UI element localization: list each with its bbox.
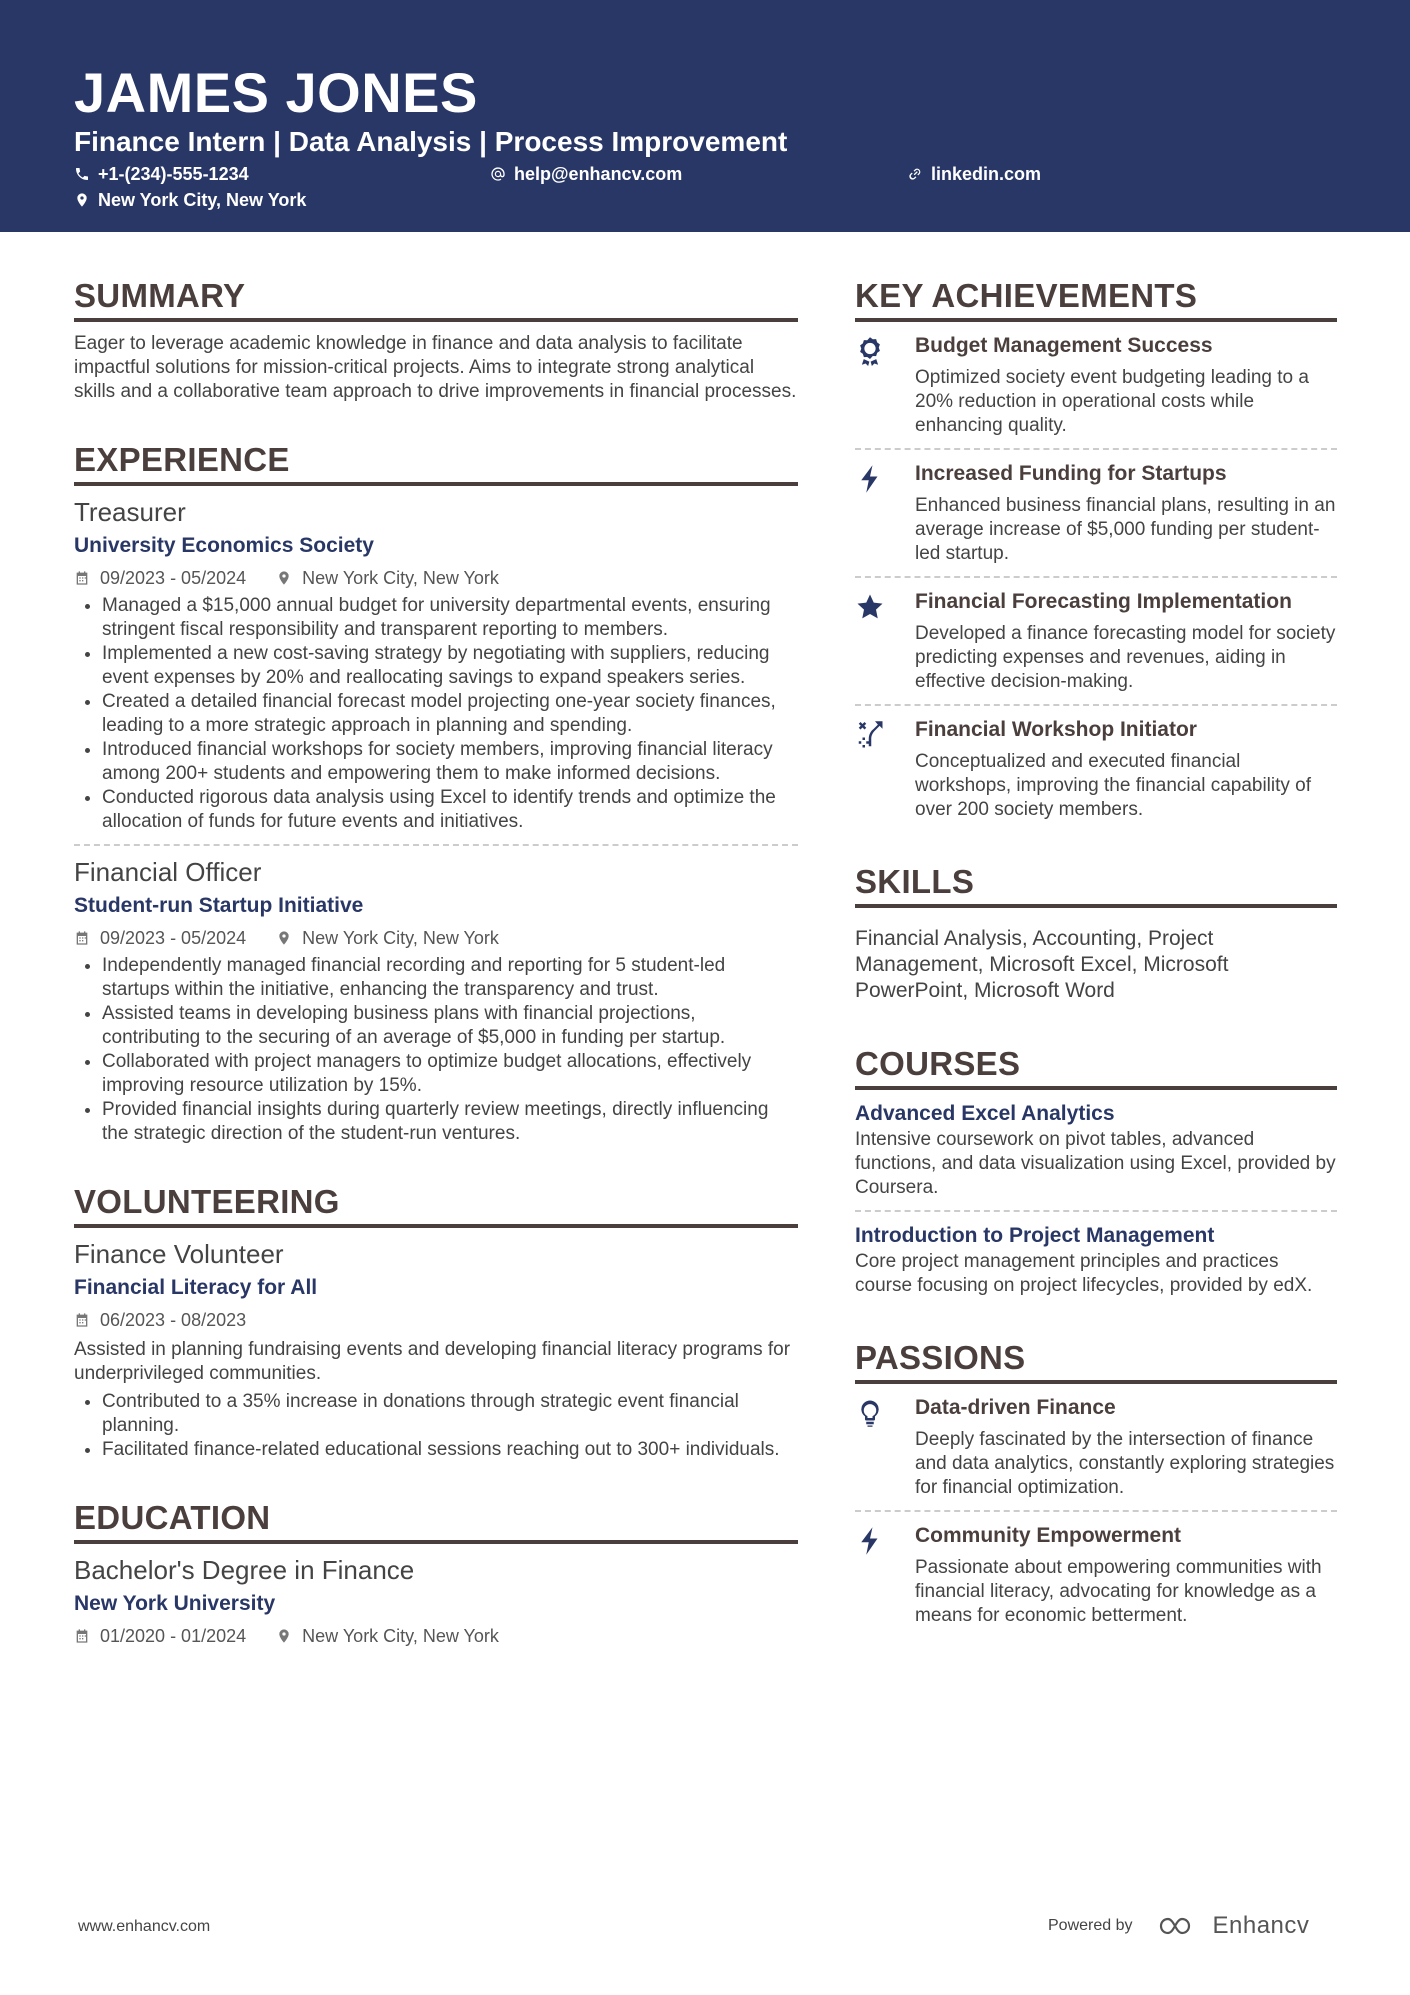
passion-item [855,1522,1337,1628]
job-organization: Student-run Startup Initiative [74,894,364,917]
bullet-item: • Assisted teams in developing business plans with financial projections, contributing to the securing of an average of $5,000 in funding per startup. [102,1002,798,1050]
bullet-item: • Independently managed financial recording and reporting for 5 student-led startups within the initiative, enhancing the transparency and trust. [102,954,798,1002]
location-pin-icon [276,930,292,946]
divider [855,1210,1337,1212]
experience-item [74,856,798,1146]
star-icon [855,592,885,622]
bullet-item: • Collaborated with project managers to optimize budget allocations, effectively improving resource utilization by 15%. [102,1050,798,1098]
divider [855,576,1337,578]
contact-linkedin[interactable] [907,162,1041,186]
passions-title: PASSIONS [855,1338,1337,1384]
passion-item [855,1394,1337,1500]
achievement-title: Financial Forecasting Implementation [915,590,1292,613]
email-text[interactable]: help@enhancv.com [514,164,683,184]
skills-text: Financial Analysis, Accounting, Project Management, Microsoft Excel, Microsoft PowerPoint, Microsoft Word [855,927,1229,1002]
divider [855,448,1337,450]
lightning-icon [855,1526,885,1556]
candidate-headline: Finance Intern | Data Analysis | Process Improvement [74,126,788,157]
volunteer-bullets [74,1390,798,1462]
achievement-item [855,588,1337,694]
calendar-icon [74,1312,90,1328]
divider [74,844,798,846]
location-pin-icon [276,570,292,586]
skills-title: SKILLS [855,862,1337,908]
enhancv-logo-icon [1157,1914,1205,1938]
course-title: Advanced Excel Analytics [855,1102,1115,1125]
job-bullets [74,954,798,1146]
job-organization: University Economics Society [74,534,374,557]
achievement-item [855,332,1337,438]
courses-section [855,1044,1337,1298]
contact-location [74,188,306,212]
volunteer-role: Finance Volunteer [74,1239,284,1269]
achievement-title: Budget Management Success [915,334,1213,357]
volunteering-title: VOLUNTEERING [74,1182,798,1228]
resume-header [0,0,1410,232]
job-bullets [74,594,798,834]
powered-by-text: Powered by [1048,1917,1133,1934]
passion-desc: Deeply fascinated by the intersection of finance and data analytics, constantly exploring strategies for financial optimization. [915,1429,1335,1498]
achievement-desc: Optimized society event budgeting leading to a 20% reduction in operational costs while enhancing quality. [915,367,1309,436]
experience-title: EXPERIENCE [74,440,798,486]
skills-section [855,862,1337,1004]
job-role: Financial Officer [74,857,262,887]
course-desc: Core project management principles and practices course focusing on project lifecycles, provided by edX. [855,1251,1313,1296]
footer-website[interactable]: www.enhancv.com [78,1918,211,1935]
volunteer-text: Assisted in planning fundraising events and developing financial literacy programs for underprivileged communities. [74,1339,791,1384]
bullet-item: • Introduced financial workshops for society members, improving financial literacy among 200+ students and empowering them to make informed decisions. [102,738,798,786]
bullet-item: • Implemented a new cost-saving strategy by negotiating with suppliers, reducing event expenses by 20% and reallocating savings to expand speakers series. [102,642,798,690]
bullet-item: • Managed a $15,000 annual budget for university departmental events, ensuring stringent fiscal responsibility and transparent reporting to members. [102,594,798,642]
job-meta [74,566,798,590]
course-item [855,1100,1337,1200]
bullet-item: • Facilitated finance-related educational sessions reaching out to 300+ individuals. [102,1438,798,1462]
achievements-section [855,276,1337,822]
job-location: New York City, New York [302,568,499,588]
job-dates: 09/2023 - 05/2024 [100,568,247,588]
bullet-item: • Provided financial insights during quarterly review meetings, directly influencing the strategic direction of the student-run ventures. [102,1098,798,1146]
divider [855,704,1337,706]
calendar-icon [74,930,90,946]
job-dates: 09/2023 - 05/2024 [100,928,247,948]
achievement-title: Financial Workshop Initiator [915,718,1197,741]
volunteer-dates: 06/2023 - 08/2023 [100,1310,247,1330]
achievement-item [855,716,1337,822]
award-icon [855,336,885,366]
bullet-item: • Contributed to a 35% increase in donations through strategic event financial planning. [102,1390,798,1438]
candidate-name: JAMES JONES [74,61,478,124]
education-location: New York City, New York [302,1626,499,1646]
linkedin-text[interactable]: linkedin.com [931,164,1042,184]
location-pin-icon [276,1628,292,1644]
phone-text: +1-(234)-555-1234 [98,164,249,184]
contact-email[interactable] [490,162,682,186]
passion-title: Community Empowerment [915,1524,1182,1547]
achievement-item [855,460,1337,566]
bullet-item: • Created a detailed financial forecast model projecting one-year society finances, leading to a more strategic approach in planning and spending. [102,690,798,738]
course-desc: Intensive coursework on pivot tables, advanced functions, and data visualization using Excel, provided by Coursera. [855,1129,1336,1198]
brand-name: Enhancv [1212,1912,1310,1939]
experience-section [74,440,798,1146]
location-text: New York City, New York [98,190,307,210]
achievement-desc: Developed a finance forecasting model for society predicting expenses and revenues, aiding in effective decision-making. [915,623,1336,692]
strategy-icon [855,720,885,750]
achievement-desc: Conceptualized and executed financial workshops, improving the financial capability of over 200 society members. [915,751,1312,820]
summary-section [74,276,798,404]
volunteering-section [74,1182,798,1462]
course-title: Introduction to Project Management [855,1224,1215,1247]
course-item [855,1222,1337,1298]
education-dates: 01/2020 - 01/2024 [100,1626,247,1646]
achievement-desc: Enhanced business financial plans, resulting in an average increase of $5,000 funding per student-led startup. [915,495,1336,564]
summary-title: SUMMARY [74,276,798,322]
job-meta [74,926,798,950]
calendar-icon [74,1628,90,1644]
right-column [855,276,1337,1628]
passion-desc: Passionate about empowering communities with financial literacy, advocating for knowledge as a means for economic betterment. [915,1557,1322,1626]
divider [855,1510,1337,1512]
summary-text: Eager to leverage academic knowledge in finance and data analysis to facilitate impactful solutions for mission-critical projects. Aims to integrate strong analytical skills and a collaborative team approach to drive improvements in financial processes. [74,333,797,402]
calendar-icon [74,570,90,586]
school: New York University [74,1592,276,1615]
lightning-icon [855,464,885,494]
education-meta [74,1624,798,1648]
contact-phone [74,162,249,186]
footer-powered-by[interactable] [1048,1912,1309,1940]
link-icon [907,166,923,182]
passions-section [855,1338,1337,1628]
achievement-title: Increased Funding for Startups [915,462,1227,485]
passion-title: Data-driven Finance [915,1396,1116,1419]
education-title: EDUCATION [74,1498,798,1544]
at-icon [490,166,506,182]
lightbulb-icon [855,1398,885,1428]
job-role: Treasurer [74,497,186,527]
degree: Bachelor's Degree in Finance [74,1555,415,1585]
courses-title: COURSES [855,1044,1337,1090]
achievements-title: KEY ACHIEVEMENTS [855,276,1337,322]
education-section [74,1498,798,1648]
bullet-item: • Conducted rigorous data analysis using Excel to identify trends and optimize the allocation of funds for future events and initiatives. [102,786,798,834]
job-location: New York City, New York [302,928,499,948]
volunteer-organization: Financial Literacy for All [74,1276,318,1299]
location-pin-icon [74,192,90,208]
experience-item [74,496,798,834]
phone-icon [74,166,90,182]
volunteer-meta [74,1308,798,1332]
left-column [74,276,798,1648]
